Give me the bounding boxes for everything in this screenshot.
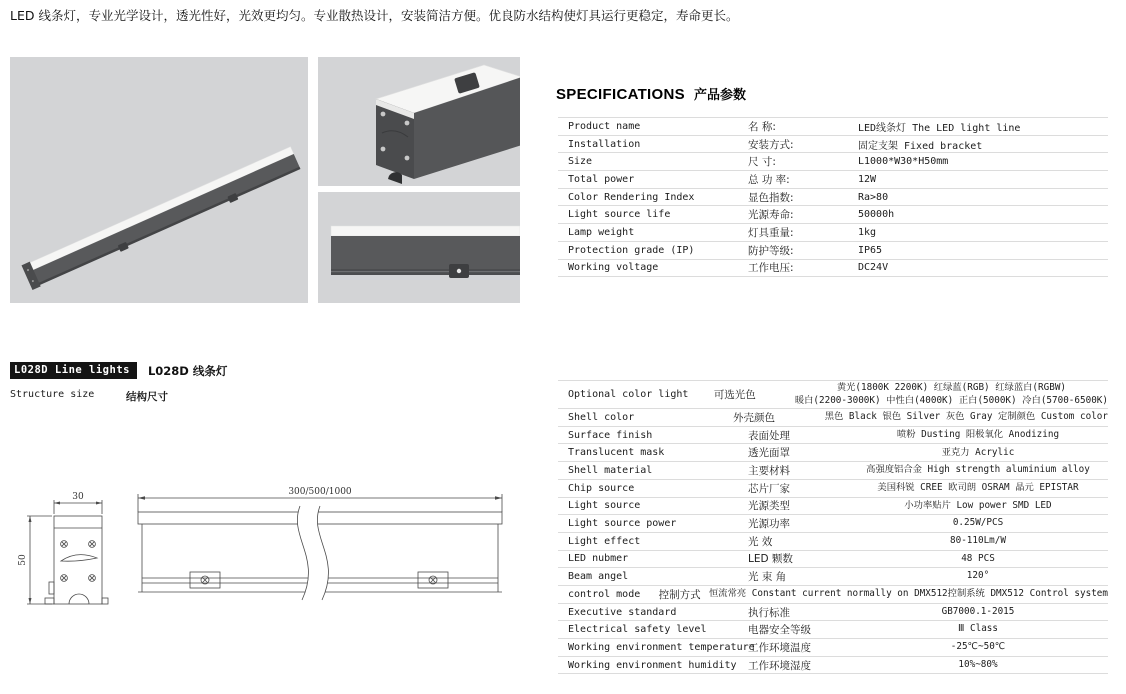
spec-row <box>558 427 1108 445</box>
spec-label-zh: 透光面罩 <box>748 447 790 460</box>
spec-label-en: Product name <box>568 120 641 132</box>
spec-label-zh: 主要材料 <box>748 465 790 477</box>
spec-value: 喷粉 Dusting 阳极氧化 Anodizing <box>896 428 1060 440</box>
cross-section-drawing <box>14 486 126 626</box>
spec-value: Ra>80 <box>858 191 889 203</box>
led-bar-side-render <box>318 192 520 303</box>
spec-row <box>558 206 1108 224</box>
spec-label-en: Shell color <box>568 411 635 423</box>
product-photo-end-detail <box>318 57 520 186</box>
spec-row <box>558 621 1108 639</box>
spec-value: 恒流常亮 Constant current normally on DMX512控制系统 DMX512 Control system <box>708 588 1108 600</box>
spec-row <box>558 118 1108 136</box>
spec-row <box>558 498 1108 516</box>
spec-row <box>558 444 1108 462</box>
spec-label-en: Working environment humidity <box>568 659 737 671</box>
structure-size-en: Structure size <box>10 389 95 400</box>
spec-label-en: Executive standard <box>568 606 677 618</box>
spec-value: DC24V <box>858 262 889 274</box>
spec-label-zh: 光源类型 <box>748 500 790 513</box>
spec-value: 亚克力 Acrylic <box>941 446 1015 458</box>
spec-label-en: Translucent mask <box>568 447 665 459</box>
spec-table-basic <box>558 117 1108 277</box>
spec-row <box>558 462 1108 480</box>
spec-value: 美国科锐 CREE 欧司朗 OSRAM 晶元 EPISTAR <box>877 481 1079 493</box>
spec-label-zh: 工作环境温度 <box>748 641 811 654</box>
spec-row <box>558 224 1108 242</box>
spec-row <box>558 260 1108 278</box>
spec-label-zh: 光源功率 <box>748 518 790 531</box>
spec-label-en: LED nubmer <box>568 553 629 565</box>
spec-row <box>558 639 1108 657</box>
specifications-title-zh: 产品参数 <box>693 88 746 103</box>
spec-label-en: Working environment temperature <box>568 641 755 653</box>
specifications-title-en: SPECIFICATIONS <box>556 86 685 103</box>
specifications-title <box>556 84 746 103</box>
spec-label-zh: 执行标准 <box>748 606 790 619</box>
spec-value: 黄光(1800K 2200K) 红绿蓝(RGB) 红绿蓝白(RGBW) 暖白(2200-3000K) 中性白(4000K) 正白(5000K) 冷白(5700-6500K) <box>794 382 1108 406</box>
product-label-row <box>10 362 227 379</box>
spec-label-zh: 外壳颜色 <box>733 411 776 424</box>
spec-label-zh: 名 称: <box>748 120 776 133</box>
spec-label-zh: 灯具重量: <box>748 226 794 239</box>
spec-label-en: Working voltage <box>568 262 659 274</box>
spec-row <box>558 515 1108 533</box>
spec-label-en: Light effect <box>568 535 641 547</box>
structure-size-zh: 结构尺寸 <box>126 391 168 403</box>
spec-label-en: Beam angel <box>568 571 629 583</box>
spec-value: 1kg <box>858 226 877 238</box>
spec-label-zh: 光 效 <box>748 535 773 548</box>
spec-label-zh: 光 束 角 <box>748 571 787 584</box>
spec-value: 高强度铝合金 High strength aluminium alloy <box>866 464 1090 476</box>
spec-label-en: Total power <box>568 173 635 185</box>
spec-label-en: Surface finish <box>568 429 653 441</box>
spec-label-en: Lamp weight <box>568 226 635 238</box>
spec-value: 黑色 Black 银色 Silver 灰色 Gray 定制颜色 Custom color <box>824 411 1108 423</box>
spec-row <box>558 551 1108 569</box>
spec-value: Ⅲ Class <box>958 623 998 635</box>
side-view-drawing <box>130 482 512 628</box>
spec-row <box>558 533 1108 551</box>
dim-width-label: 30 <box>72 492 84 502</box>
spec-value: 12W <box>858 173 877 185</box>
spec-label-en: Installation <box>568 138 641 150</box>
product-photo-side-detail <box>318 192 520 303</box>
spec-value: 50000h <box>858 209 895 221</box>
spec-row <box>558 381 1108 409</box>
spec-label-en: Size <box>568 156 593 168</box>
spec-label-zh: 工作环境湿度 <box>748 659 811 672</box>
spec-value: L1000*W30*H50mm <box>858 156 949 168</box>
spec-label-en: Chip source <box>568 482 635 494</box>
spec-row <box>558 189 1108 207</box>
product-model-badge: L028D Line lights <box>10 362 137 379</box>
spec-value: 120° <box>966 570 990 582</box>
spec-row <box>558 409 1108 427</box>
spec-label-zh: 表面处理 <box>748 429 790 442</box>
spec-label-en: Optional color light <box>568 389 689 401</box>
spec-label-zh: LED 颗数 <box>748 553 793 566</box>
spec-label-zh: 可选光色 <box>713 389 756 402</box>
spec-row <box>558 242 1108 260</box>
spec-label-zh: 控制方式 <box>658 588 701 601</box>
spec-value: -25℃~50℃ <box>950 641 1006 653</box>
product-model-zh: L028D 线条灯 <box>147 363 228 378</box>
spec-value: IP65 <box>858 244 883 256</box>
spec-value: 小功率贴片 Low power SMD LED <box>904 499 1052 511</box>
spec-row <box>558 153 1108 171</box>
spec-label-en: Light source <box>568 500 641 512</box>
spec-label-zh: 安装方式: <box>748 138 794 151</box>
spec-label-zh: 尺 寸: <box>748 156 776 169</box>
structure-size-row <box>10 389 168 404</box>
spec-label-zh: 工作电压: <box>748 262 794 275</box>
spec-label-en: Electrical safety level <box>568 624 707 636</box>
spec-label-zh: 总 功 率: <box>748 173 790 186</box>
spec-row <box>558 604 1108 622</box>
spec-value: 0.25W/PCS <box>952 517 1004 529</box>
spec-label-en: Color Rendering Index <box>568 191 695 203</box>
spec-row <box>558 586 1108 604</box>
spec-row <box>558 568 1108 586</box>
spec-label-en: Protection grade (IP) <box>568 244 695 256</box>
led-bar-angled-render <box>10 57 308 303</box>
spec-label-zh: 光源寿命: <box>748 209 794 222</box>
spec-label-zh: 防护等级: <box>748 244 794 257</box>
led-bar-endcap-render <box>318 57 520 186</box>
dim-length-label: 300/500/1000 <box>288 487 352 497</box>
dim-height-label: 50 <box>18 554 28 566</box>
spec-value: 固定支架 Fixed bracket <box>858 140 983 152</box>
spec-label-zh: 电器安全等级 <box>748 624 811 637</box>
spec-value: GB7000.1-2015 <box>941 605 1015 617</box>
spec-label-zh: 芯片厂家 <box>748 482 790 495</box>
spec-row <box>558 480 1108 498</box>
product-photo-main <box>10 57 308 303</box>
spec-row <box>558 136 1108 154</box>
intro-text: LED 线条灯，专业光学设计，透光性好，光效更均匀。专业散热设计，安装简洁方便。优良防水结构使灯具运行更稳定，寿命更长。 <box>10 8 739 23</box>
spec-label-en: Light source life <box>568 209 671 221</box>
spec-value: 10%~80% <box>958 658 998 670</box>
spec-label-en: Light source power <box>568 518 677 530</box>
spec-value: 48 PCS <box>961 552 995 564</box>
spec-label-zh: 显色指数: <box>748 191 794 204</box>
spec-row <box>558 171 1108 189</box>
spec-row <box>558 657 1108 675</box>
spec-label-en: control mode <box>568 588 641 600</box>
spec-value: LED线条灯 The LED light line <box>858 122 1021 134</box>
spec-table-details <box>558 380 1108 674</box>
spec-value: 80-110Lm/W <box>950 534 1006 546</box>
spec-label-en: Shell material <box>568 465 653 476</box>
